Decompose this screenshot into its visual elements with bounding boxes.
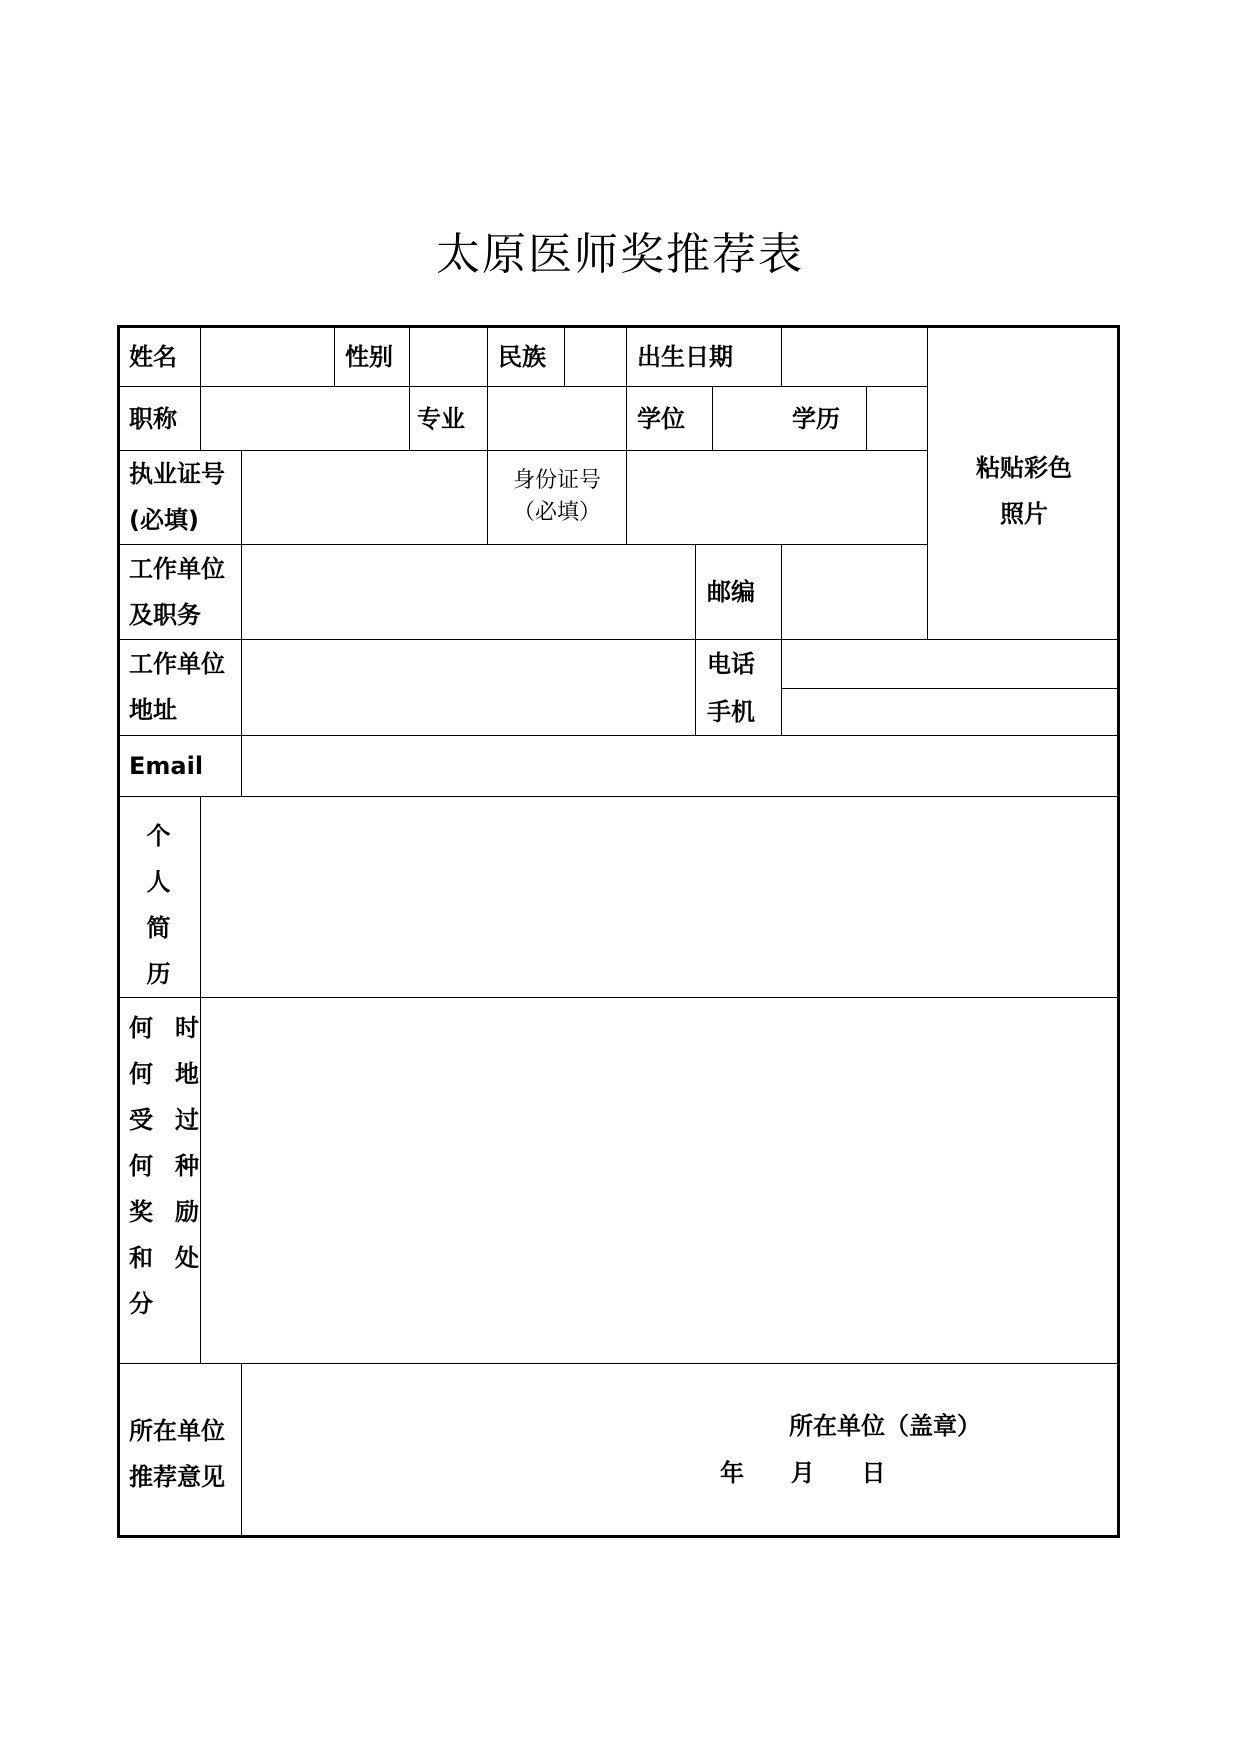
address-field[interactable] (242, 640, 695, 735)
col-divider (334, 325, 335, 386)
degree-label: 学位 (637, 405, 685, 433)
job-title-label: 职称 (129, 405, 177, 433)
postcode-label: 邮编 (707, 578, 755, 606)
address-label-line2: 地址 (129, 696, 177, 724)
col-divider (626, 325, 627, 450)
awards-label-char: 何 (129, 1060, 153, 1088)
awards-label-char: 过 (175, 1106, 199, 1134)
resume-label-char: 人 (146, 868, 171, 896)
id-label-line2: （必填） (512, 500, 601, 525)
resume-field[interactable] (201, 797, 1120, 997)
recommend-label-line1: 所在单位 (129, 1417, 225, 1445)
license-label (129, 451, 225, 543)
email-label: Email (129, 752, 204, 780)
awards-label-char: 何 (129, 1152, 153, 1180)
workplace-label-line2: 及职务 (129, 601, 201, 629)
date-month: 月 (790, 1459, 815, 1487)
awards-label-char: 时 (175, 1014, 199, 1042)
resume-label (117, 813, 200, 997)
col-divider (487, 325, 488, 386)
degree-field[interactable] (713, 387, 781, 450)
awards-label-char: 励 (175, 1198, 199, 1226)
resume-label-char: 历 (146, 960, 171, 988)
col-divider (409, 386, 410, 450)
workplace-field[interactable] (242, 545, 695, 639)
awards-label-char: 何 (129, 1014, 153, 1042)
form-title: 太原医师奖推荐表 (436, 229, 804, 280)
date-line (720, 1458, 885, 1488)
resume-label-char: 个 (146, 822, 171, 850)
postcode-field[interactable] (782, 545, 927, 639)
phone-label: 电话 (707, 650, 755, 678)
name-field[interactable] (201, 325, 334, 386)
birthdate-field[interactable] (782, 325, 927, 386)
gender-label: 性别 (345, 343, 393, 371)
awards-label-char: 分 (129, 1290, 153, 1318)
photo-label-line1: 粘贴彩色 (976, 454, 1072, 482)
awards-field[interactable] (201, 998, 1120, 1363)
awards-label-char: 受 (129, 1106, 153, 1134)
recommend-label (129, 1408, 225, 1500)
awards-label-char: 奖 (129, 1198, 153, 1226)
col-divider (695, 544, 696, 735)
id-label-line1: 身份证号 (512, 468, 601, 493)
recommendation-form (117, 325, 1120, 1538)
birthdate-label: 出生日期 (637, 343, 733, 371)
awards-label-char: 和 (129, 1244, 153, 1272)
id-number-field[interactable] (627, 451, 927, 544)
education-label: 学历 (792, 405, 840, 433)
awards-label-char: 种 (175, 1152, 199, 1180)
email-field[interactable] (242, 736, 1120, 796)
awards-label-char: 处 (175, 1244, 199, 1272)
photo-placeholder[interactable] (928, 325, 1120, 639)
resume-label-char: 简 (146, 914, 171, 942)
job-title-field[interactable] (201, 387, 409, 450)
recommend-label-line2: 推荐意见 (129, 1463, 225, 1491)
seal-label: 所在单位（盖章） (789, 1412, 981, 1440)
id-label (488, 465, 626, 529)
license-field[interactable] (242, 451, 487, 544)
mobile-label: 手机 (707, 698, 755, 726)
workplace-label (129, 546, 225, 638)
mobile-field[interactable] (782, 689, 1120, 735)
major-label: 专业 (417, 405, 465, 433)
address-label-line1: 工作单位 (129, 650, 225, 678)
address-label (129, 641, 225, 733)
date-day: 日 (861, 1459, 886, 1487)
photo-label-line2: 照片 (1000, 500, 1048, 528)
major-field[interactable] (488, 387, 626, 450)
awards-label (129, 1005, 199, 1327)
ethnicity-label: 民族 (498, 343, 546, 371)
date-year: 年 (720, 1459, 744, 1487)
gender-field[interactable] (410, 325, 487, 386)
name-label: 姓名 (129, 343, 177, 371)
ethnicity-field[interactable] (565, 325, 626, 386)
workplace-label-line1: 工作单位 (129, 555, 225, 583)
awards-label-char: 地 (175, 1060, 199, 1088)
license-label-line2: (必填) (129, 506, 199, 534)
education-field[interactable] (867, 387, 927, 450)
recommendation-field[interactable] (242, 1364, 1120, 1538)
phone-field[interactable] (782, 640, 1120, 688)
license-label-line1: 执业证号 (129, 460, 225, 488)
